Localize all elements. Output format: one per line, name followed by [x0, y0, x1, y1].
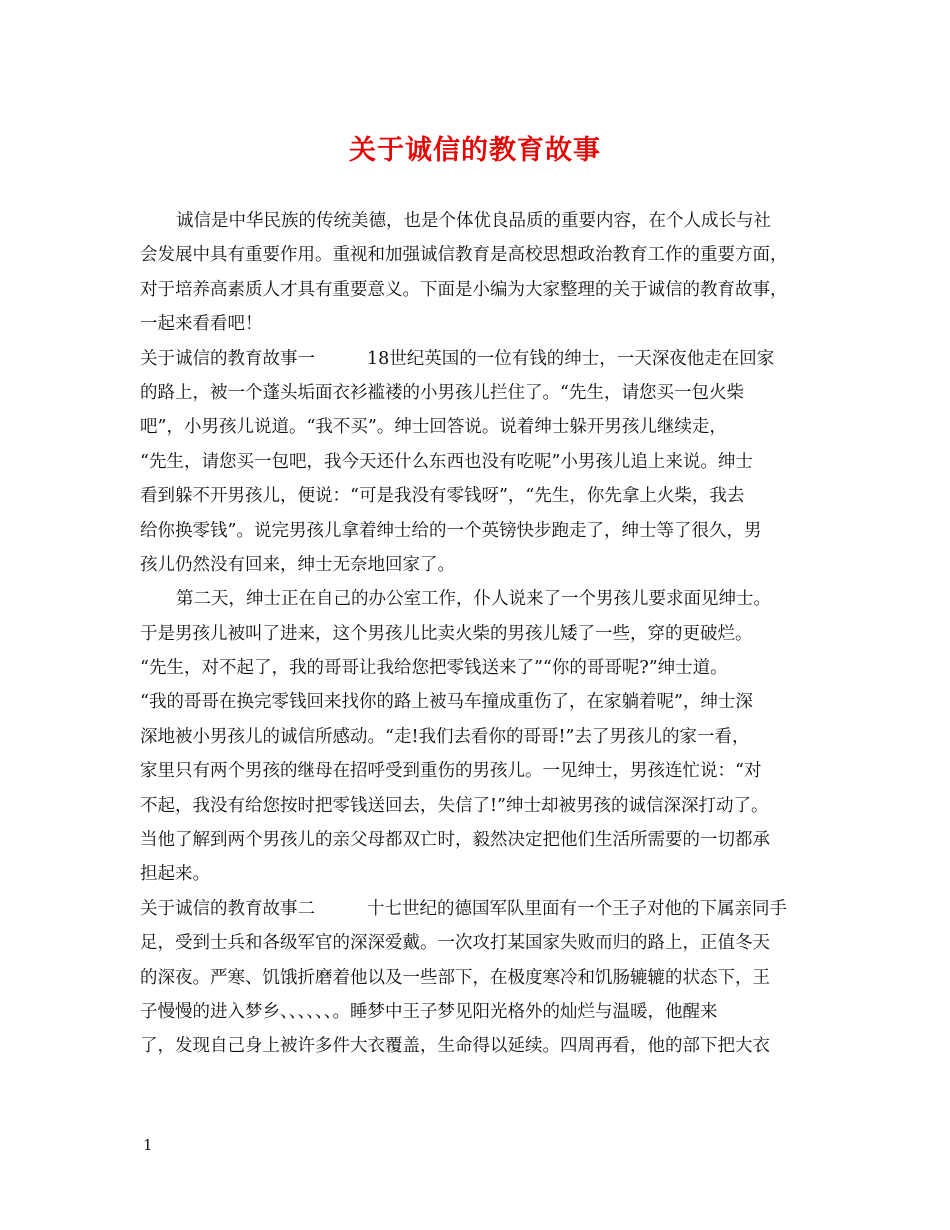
story-two-heading: 关于诚信的教育故事二	[140, 898, 315, 919]
paragraph-line: 不起，我没有给您按时把零钱送回去，失信了!”绅士却被男孩的诚信深深打动了。	[140, 795, 769, 816]
paragraph-line: 给你换零钱”。说完男孩儿拿着绅士给的一个英镑快步跑走了，绅士等了很久，男	[140, 520, 762, 541]
paragraph-line: 担起来。	[140, 864, 210, 885]
paragraph-line: 足，受到士兵和各级军官的深深爱戴。一次攻打某国家失败而归的路上，正值冬天	[140, 933, 770, 954]
paragraph-line: 对于培养高素质人才具有重要意义。下面是小编为大家整理的关于诚信的教育故事，	[140, 279, 788, 300]
paragraph-text: 18世纪英国的一位有钱的绅士，一天深夜他走在回家	[367, 348, 775, 369]
paragraph-line: 吧”，小男孩儿说道。“我不买”。绅士回答说。说着绅士躲开男孩儿继续走，	[140, 417, 727, 438]
document-title: 关于诚信的教育故事	[349, 135, 601, 166]
paragraph-line: 于是男孩儿被叫了进来，这个男孩儿比卖火柴的男孩儿矮了一些，穿的更破烂。	[140, 623, 753, 644]
paragraph-line: 的深夜。严寒、饥饿折磨着他以及一些部下，在极度寒冷和饥肠辘辘的状态下，王	[140, 967, 770, 988]
paragraph-line: “我的哥哥在换完零钱回来找你的路上被马车撞成重伤了，在家躺着呢”，绅士深	[140, 692, 753, 713]
paragraph-line: 了，发现自己身上被许多件大衣覆盖，生命得以延续。四周再看，他的部下把大衣	[140, 1036, 770, 1057]
paragraph-text: 十七世纪的德国军队里面有一个王子对他的下属亲同手	[367, 898, 787, 919]
paragraph-line: “先生，请您买一包吧，我今天还什么东西也没有吃呢”小男孩儿追上来说。绅士	[140, 451, 753, 472]
document-body	[140, 204, 820, 1064]
paragraph-line: 的路上，被一个蓬头垢面衣衫褴褛的小男孩儿拦住了。“先生，请您买一包火柴	[140, 382, 744, 403]
story-heading-line	[140, 892, 820, 926]
paragraph-line: 子慢慢的进入梦乡、、、、、、。睡梦中王子梦见阳光格外的灿烂与温暖，他醒来	[140, 1001, 718, 1022]
paragraph-line: 家里只有两个男孩的继母在招呼受到重伤的男孩儿。一见绅士，男孩连忙说：“对	[140, 761, 762, 782]
paragraph-line: 当他了解到两个男孩儿的亲父母都双亡时，毅然决定把他们生活所需要的一切都承	[140, 830, 770, 851]
paragraph-line: “先生，对不起了，我的哥哥让我给您把零钱送来了”“你的哥哥呢?”绅士道。	[140, 658, 728, 679]
paragraph-line: 孩儿仍然没有回来，绅士无奈地回家了。	[140, 554, 455, 575]
story-heading-line	[140, 342, 820, 376]
paragraph-line: 诚信是中华民族的传统美德，也是个体优良品质的重要内容，在个人成长与社	[176, 211, 771, 231]
paragraph-line: 一起来看看吧！	[140, 314, 263, 335]
paragraph-line: 会发展中具有重要作用。重视和加强诚信教育是高校思想政治教育工作的重要方面，	[140, 245, 788, 266]
paragraph-line: 看到躲不开男孩儿，便说：“可是我没有零钱呀”，“先生，你先拿上火柴，我去	[140, 486, 745, 507]
paragraph-line: 第二天，绅士正在自己的办公室工作，仆人说来了一个男孩儿要求面见绅士。	[176, 589, 771, 610]
story-one-heading: 关于诚信的教育故事一	[140, 348, 315, 369]
page-number: 1	[143, 1136, 153, 1154]
paragraph-line: 深地被小男孩儿的诚信所感动。“走!我们去看你的哥哥!”去了男孩儿的家一看，	[140, 726, 750, 747]
